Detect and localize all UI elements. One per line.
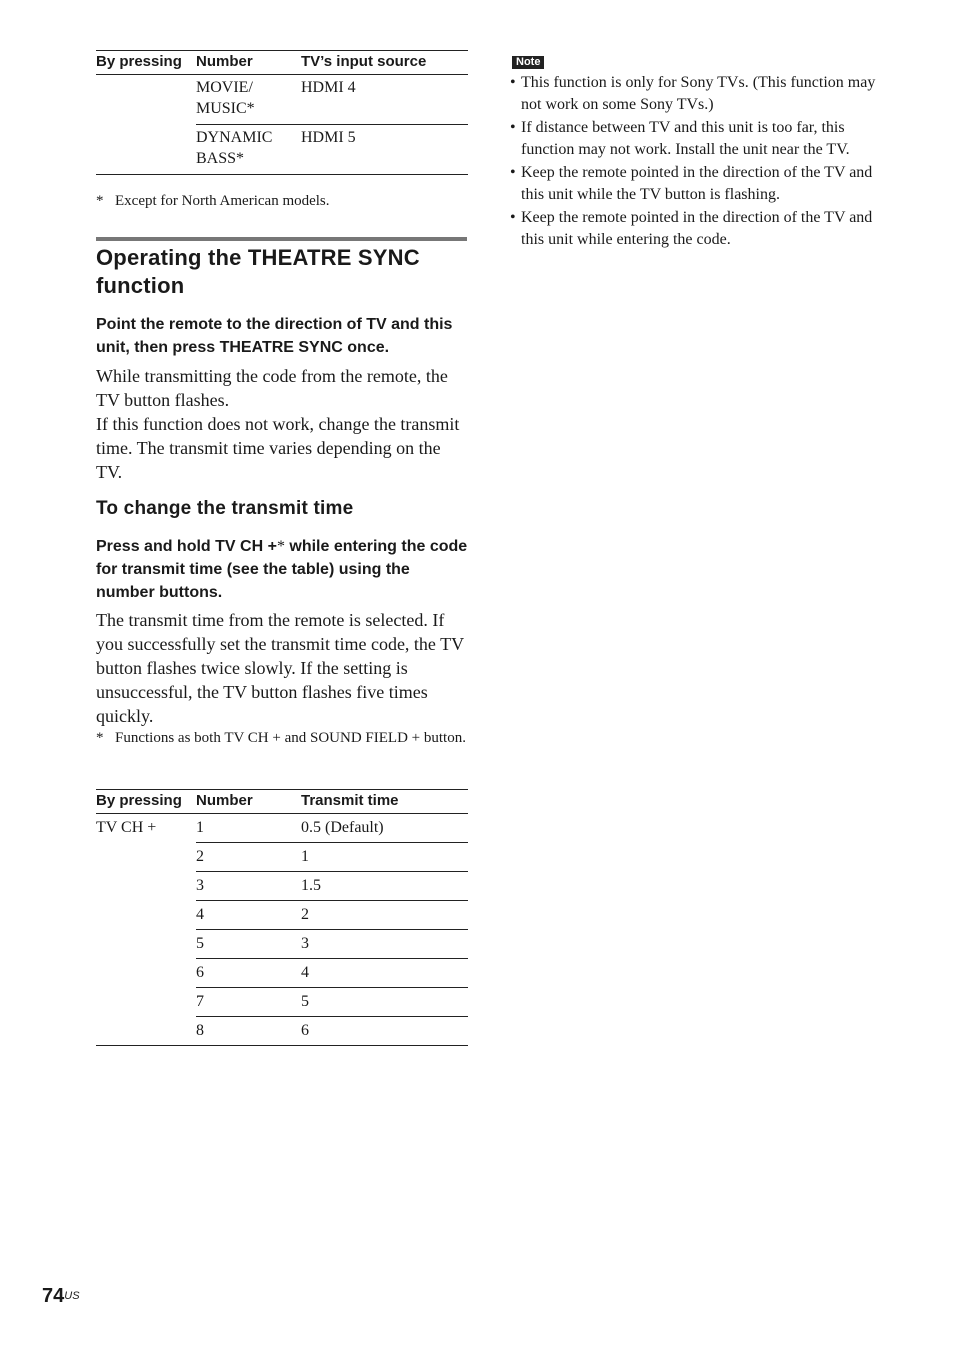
table-cell-source: HDMI 5 [301, 125, 468, 175]
table-row [96, 75, 468, 125]
note-text: Keep the remote pointed in the direction of the TV and this unit while the TV button is flashing. [521, 164, 873, 203]
table-cell-time: 6 [301, 1017, 468, 1046]
table-cell-number: 8 [196, 1017, 301, 1046]
list-item [510, 72, 880, 116]
page-region-suffix: US [64, 1290, 80, 1302]
note-text: This function is only for Sony TVs. (This function may not work on some Sony TVs.) [521, 74, 876, 113]
table-cell-time: 0.5 (Default) [301, 814, 468, 843]
table-cell-pressing: TV CH + [96, 819, 157, 836]
section-paragraph-2: If this function does not work, change the transmit time. The transmit time varies depending on the TV. [96, 414, 460, 482]
table-row [96, 959, 468, 988]
table-cell-number: 1 [196, 814, 301, 843]
table-row [96, 930, 468, 959]
table-row [96, 988, 468, 1017]
table-cell-number: 7 [196, 988, 301, 1017]
bullet-icon: • [510, 209, 516, 226]
list-item [510, 117, 880, 161]
table-row [96, 1017, 468, 1046]
header-input-source: TV’s input source [301, 51, 468, 75]
table-cell-number: MOVIE/ MUSIC* [196, 75, 301, 125]
section-divider [96, 237, 467, 241]
subsection-instruction [96, 535, 468, 604]
page-number [42, 1284, 80, 1308]
note-list [510, 72, 880, 252]
footnote-star: * [96, 193, 104, 209]
table-cell-empty [96, 930, 196, 959]
header-by-pressing: By pressing [96, 790, 196, 814]
table-cell-number: 3 [196, 872, 301, 901]
subsection-paragraph: The transmit time from the remote is selected. If you successfully set the transmit time code, the TV button flashes twice slowly. If the setting is unsuccessful, the TV button flashes five times quickly. [96, 610, 464, 726]
header-number: Number [196, 51, 301, 75]
table-cell-time: 3 [301, 930, 468, 959]
table-cell-number: 4 [196, 901, 301, 930]
table-cell-source: HDMI 4 [301, 75, 468, 125]
table-cell-time: 1 [301, 843, 468, 872]
transmit-time-table [96, 789, 468, 1046]
table-cell-empty [96, 1017, 196, 1046]
table-cell-time: 2 [301, 901, 468, 930]
section-title: Operating the THEATRE SYNC function [96, 245, 420, 298]
table-row [96, 872, 468, 901]
section-instruction: Point the remote to the direction of TV and this unit, then press THEATRE SYNC once. [96, 316, 453, 356]
table-cell-number: DYNAMIC BASS* [196, 125, 301, 175]
table-row [96, 843, 468, 872]
bullet-icon: • [510, 119, 516, 136]
bullet-icon: • [510, 74, 516, 91]
table-cell-number: 5 [196, 930, 301, 959]
table-cell-empty [96, 959, 196, 988]
page-number-value: 74 [42, 1285, 65, 1307]
list-item [510, 207, 880, 251]
section-paragraph-1: While transmitting the code from the remote, the TV button flashes. [96, 366, 448, 410]
table-row [96, 901, 468, 930]
footnote [96, 727, 468, 749]
note-text: If distance between TV and this unit is too far, this function may not work. Install the unit near the TV. [521, 119, 850, 158]
table-cell-empty [96, 843, 196, 872]
table-cell-time: 4 [301, 959, 468, 988]
table-cell-empty [96, 988, 196, 1017]
instruction-part-1: Press and hold TV CH + [96, 538, 277, 555]
table-row [96, 814, 468, 843]
footnote-text: Functions as both TV CH + and SOUND FIELD + button. [115, 730, 466, 746]
list-item [510, 162, 880, 206]
table-cell-empty [96, 872, 196, 901]
header-number: Number [196, 790, 301, 814]
header-transmit-time: Transmit time [301, 790, 468, 814]
bullet-icon: • [510, 164, 516, 181]
subsection-title: To change the transmit time [96, 498, 354, 519]
table-cell-number: 2 [196, 843, 301, 872]
instruction-star: * [276, 538, 285, 555]
footnote-text: Except for North American models. [115, 193, 330, 209]
table-cell-time: 5 [301, 988, 468, 1017]
footnote-star: * [96, 730, 104, 746]
table-cell-pressing [96, 125, 196, 175]
table-row [96, 125, 468, 175]
footnote [96, 190, 330, 212]
input-source-table [96, 50, 468, 175]
table-cell-pressing [96, 75, 196, 125]
table-cell-empty [96, 901, 196, 930]
table-cell-number: 6 [196, 959, 301, 988]
header-by-pressing: By pressing [96, 51, 196, 75]
note-text: Keep the remote pointed in the direction of the TV and this unit while entering the code. [521, 209, 873, 248]
table-cell-time: 1.5 [301, 872, 468, 901]
instruction-part-2: while entering the code for transmit time (see the table) using the number buttons. [96, 538, 468, 601]
note-badge: Note [512, 56, 544, 69]
